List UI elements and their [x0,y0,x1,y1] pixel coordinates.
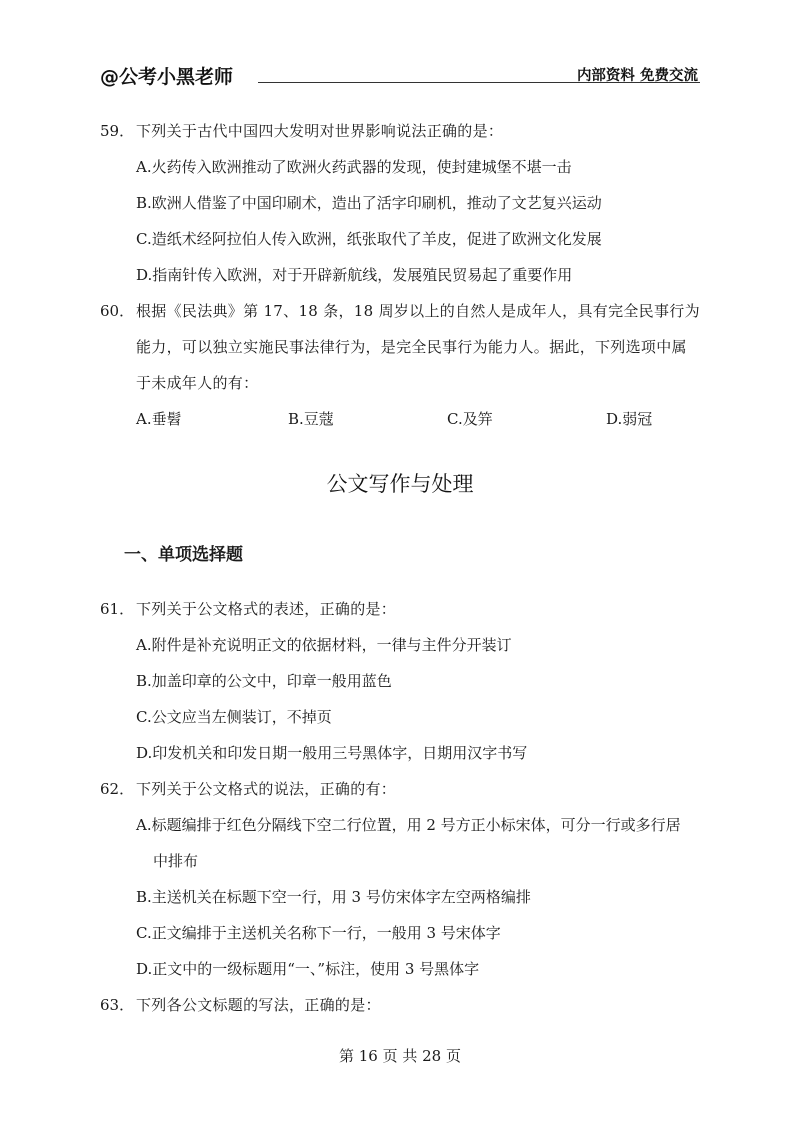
question-stem: 下列关于公文格式的表述，正确的是： [136,600,397,618]
section-title: 公文写作与处理 [326,472,474,496]
page-header [100,60,700,86]
option-a: A.附件是补充说明正文的依据材料，一律与主件分开装订 [136,636,512,654]
question-number: 61． [100,600,135,618]
question-stem-line-2: 能力，可以独立实施民事法律行为，是完全民事行为能力人。据此，下列选项中属 [136,338,687,356]
question-number: 63． [100,996,135,1014]
option-c: C.造纸术经阿拉伯人传入欧洲，纸张取代了羊皮，促进了欧洲文化发展 [136,230,602,248]
option-b: B.加盖印章的公文中，印章一般用蓝色 [136,672,392,690]
option-b: B.主送机关在标题下空一行，用 3 号仿宋体字左空两格编排 [136,888,531,906]
option-a-line-1: A.标题编排于红色分隔线下空二行位置，用 2 号方正小标宋体，可分一行或多行居 [136,816,681,834]
question-stem-line-1: 根据《民法典》第 17、18 条，18 周岁以上的自然人是成年人，具有完全民事行为 [136,302,700,320]
question-stem: 下列关于公文格式的说法，正确的有： [136,780,397,798]
brand-title: @公考小黑老师 [100,66,234,88]
option-d: D.印发机关和印发日期一般用三号黑体字，日期用汉字书写 [136,744,528,762]
option-b: B.欧洲人借鉴了中国印刷术，造出了活字印刷机，推动了文艺复兴运动 [136,194,602,212]
option-c: C.公文应当左侧装订，不掉页 [136,708,332,726]
question-stem: 下列各公文标题的写法，正确的是： [136,996,381,1014]
option-c: C.及笄 [447,410,493,428]
question-number: 60． [100,302,135,320]
option-c: C.正文编排于主送机关名称下一行，一般用 3 号宋体字 [136,924,501,942]
option-d: D.弱冠 [606,410,653,428]
option-d: D.正文中的一级标题用“一、”标注，使用 3 号黑体字 [136,960,480,978]
question-number: 59． [100,122,135,140]
option-a: A.垂髫 [136,410,182,428]
option-a-line-2: 中排布 [153,852,199,870]
option-d: D.指南针传入欧洲，对于开辟新航线，发展殖民贸易起了重要作用 [136,266,573,284]
option-b: B.豆蔻 [288,410,334,428]
page-footer: 第 16 页 共 28 页 [338,1047,461,1065]
question-stem: 下列关于古代中国四大发明对世界影响说法正确的是： [136,122,504,140]
question-stem-line-3: 于未成年人的有： [136,374,259,392]
question-number: 62． [100,780,135,798]
subheading: 一、单项选择题 [124,545,243,565]
option-a: A.火药传入欧洲推动了欧洲火药武器的发现，使封建城堡不堪一击 [136,158,572,176]
header-note: 内部资料 免费交流 [576,68,698,84]
